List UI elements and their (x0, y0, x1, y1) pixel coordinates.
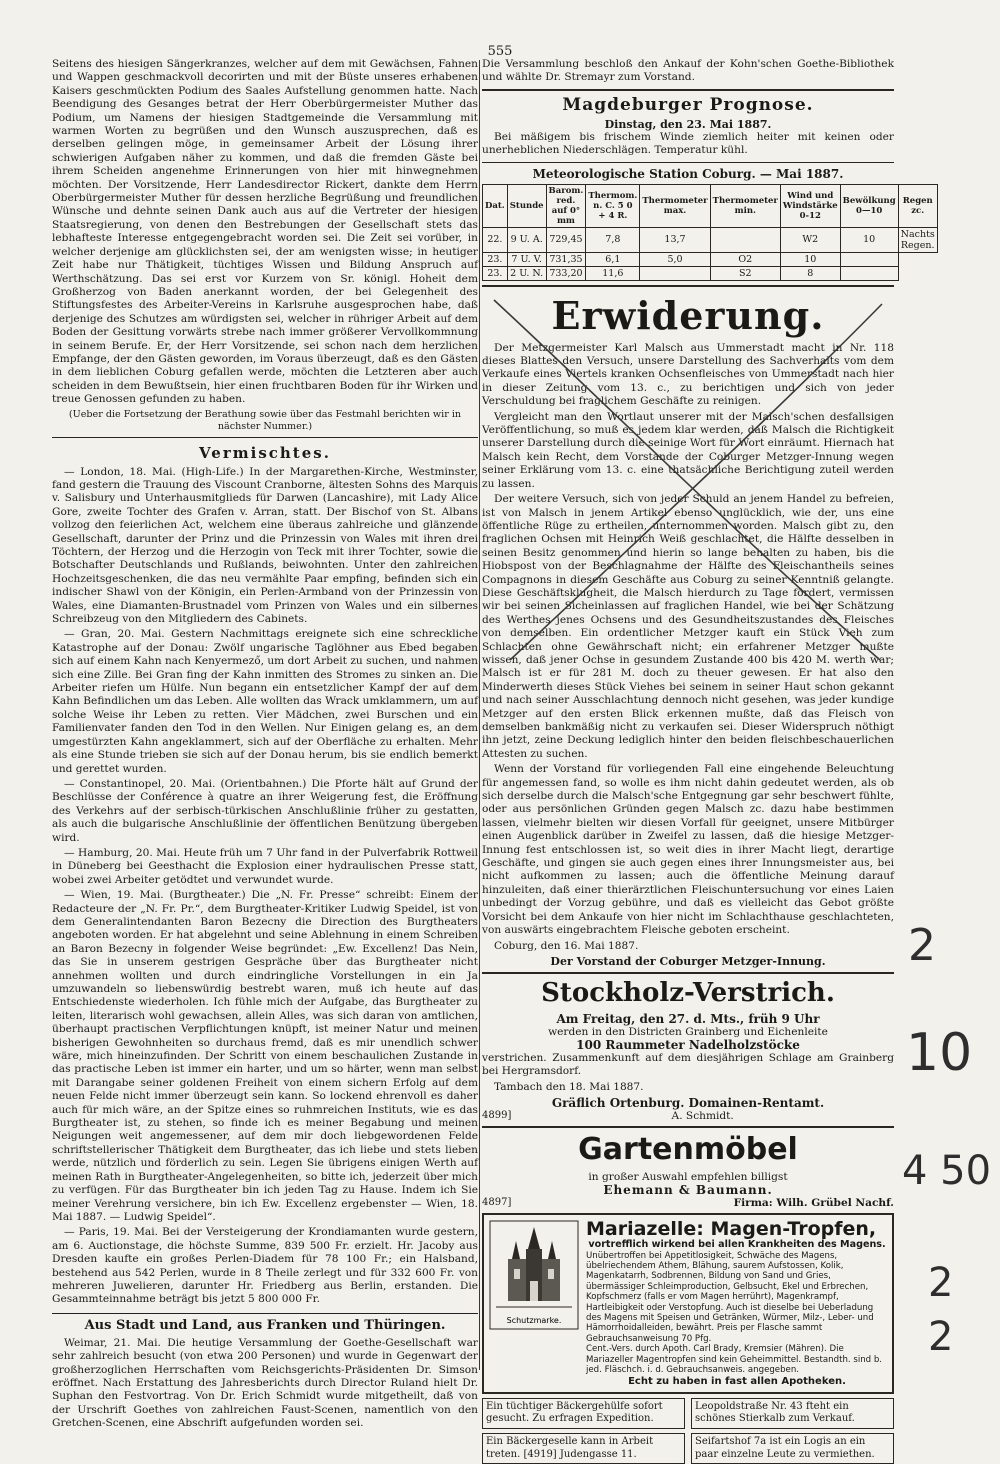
gartenmoebel-line1: in großer Auswahl empfehlen billigst (588, 1171, 788, 1184)
handwritten-mark: 2 (928, 1314, 954, 1360)
gartenmoebel-footer (482, 1197, 894, 1209)
erwiderung-p1: Der Metzgermeister Karl Malsch aus Ummerstadt macht in Nr. 118 dieses Blattes den Versuch, unsere Darstellung des Sachverhalts vom dem Verkaufe eines Viertels kranken Ochsenfleisches von Ummerstadt nach hier in dieser Zeitung vom 13. c., zu berichtigen und sich von jeder Verschuldung bei fraglichem Geschäfte zu reinigen. (482, 341, 894, 408)
weather-table-cell (640, 266, 710, 280)
divider (482, 1126, 894, 1128)
weather-table-cell: Nachts Regen. (898, 227, 937, 252)
weather-table-cell: 729,45 (546, 227, 586, 252)
weather-table-cell: 10 (780, 252, 840, 266)
stockholz-signature: Gräflich Ortenburg. Domainen-Rentamt. (551, 1096, 825, 1111)
weather-table-cell: 5,0 (640, 252, 710, 266)
small-ads-row-1 (482, 1398, 894, 1429)
weather-table-cell: 7,8 (586, 227, 640, 252)
stockholz-name: A. Schmidt. (671, 1110, 734, 1123)
news-london: — London, 18. Mai. (High-Life.) In der Margarethen-Kirche, Westminster, fand gestern die Trauung des Viscount Cranborne, ältesten Sohns des Marquis v. Salisbury und Unterhausmitglieds für Darwen (Lancashire), mit Lady Alice Gore, zweite Tochter des Grafen v. Arran, statt. Der Bischof von St. Albans vollzog den feierlichen Act, welchem eine überaus zahlreiche und glänzende Gesellschaft, darunter der Prinz und die Prinzessin von Wales mit ihren drei Töchtern, der Herzog und die Herzogin von Teck mit ihrer Tochter, sowie die Botschafter Deutschlands und Rußlands, beiwohnten. Unter den zahlreichen Hochzeitsgeschenken, die das neu vermählte Paar empfing, befinden sich ein indischer Shawl von der Königin, ein Perlen-Armband von der Prinzessin von Wales, eine Diamanten-Brustnadel vom Prinzen von Wales und ein silbernes Schreibzeug von den Mitgliedern des Cabinets. (52, 465, 478, 626)
ad-logis: Seifartshof 7a ist ein Logis an ein paar einzelne Leute zu vermiethen. (691, 1433, 894, 1464)
weather-table-cell: O2 (710, 252, 780, 266)
weather-table-cell: 2 U. N. (507, 266, 546, 280)
section-heading-aus-stadt: Aus Stadt und Land, aus Franken und Thüringen. (52, 1313, 478, 1333)
prognose-date: Dinstag, den 23. Mai 1887. (604, 117, 772, 131)
stockholz-line2: 100 Raummeter Nadelholzstöcke (576, 1037, 800, 1052)
erwiderung-title: Erwiderung. (551, 292, 825, 338)
weimar-conclusion: Die Versammlung beschloß den Ankauf der Kohn'schen Goethe-Bibliothek und wählte Dr. Stremayr zum Vorstand. (482, 58, 894, 84)
weather-table-header-cell: Dat. (483, 184, 508, 227)
handwritten-mark: 10 (906, 1023, 973, 1083)
weather-table-cell: 22. (483, 227, 508, 252)
article-continuation: Seitens des hiesigen Sängerkranzes, welcher auf dem mit Gewächsen, Fahnen und Wappen geschmackvoll decorirten und mit der Büste unseres erhabenen Kaisers geschmückten Podium des Saales Aufstellung genommen hatte. Nach Beendigung des Gesanges betrat der Herr Oberbürgermeister Muther das Podium, um Namens der hiesigen Stadtgemeinde die Versammlung mit warmen Worten zu begrüßen und den Wunsch auszusprechen, daß es derselben gelingen möge, in gemeinsamer Arbeit der Lösung ihrer schwierigen Aufgaben näher zu kommen, und daß die fremden Gäste bei ihrem Scheiden angenehme Erinnerungen von hier mit hinwegnehmen möchten. Der Vorsitzende, Herr Landesdirector Rickert, dankte dem Herrn Oberbürgermeister Muther für dessen herzliche Begrüßung und freundlichen Wünsche und dehnte seinen Dank auch aus auf die Vertreter der hiesigen Staatsregierung, von denen den Bestrebungen der Gesellschaft stets das lebhafteste Interesse entgegengebracht worden sei. Die Zeit sei vorüber, in welcher derjenige am glücklichsten sei, der am wenigsten wisse; in heutiger Zeit habe nur Thätigkeit, tüchtiges Wissen und Bildung Anspruch auf Werthschätzung. Das sei erst vor Kurzem von Sr. königl. Hoheit dem Großherzog von Baden anerkannt worden, der bei Gelegenheit des Stiftungsfestes des Arbeiter-Vereins in Karlsruhe ausgesprochen habe, daß derjenige des Schutzes am würdigsten sei, welcher in rühriger Arbeit auf dem Boden der Gesittung vorwärts strebe nach immer größerer Vervollkommnung in seinem Berufe. Er, der Herr Vorsitzende, sei schon nach dem herzlichen Empfange, der den Gästen geworden, im Voraus überzeugt, daß es den Gästen in dem lieblichen Coburg gefallen werde, möchten die Letzteren aber auch scheiden in dem Bewußtsein, hier einen fruchtbaren Boden für ihr Wirken und treue Genossen gefunden zu haben. (52, 58, 478, 406)
weather-table-header-cell: Bewölkung 0—10 (840, 184, 898, 227)
stockholz-line3: verstrichen. Zusammenkunft auf dem diesjährigen Schlage am Grainberg bei Hergramsdorf. (482, 1051, 894, 1078)
weather-table-row (483, 227, 938, 252)
continuation-note: (Ueber die Fortsetzung der Berathung sowie über das Festmahl berichten wir in nächster Nummer.) (68, 408, 462, 432)
weather-table-cell (840, 252, 898, 266)
erwiderung-signature: Der Vorstand der Coburger Metzger-Innung. (550, 954, 826, 968)
weather-table-cell: 8 (780, 266, 840, 280)
news-paris: — Paris, 19. Mai. Bei der Versteigerung der Krondiamanten wurde gestern, am 6. Auctionstage, die höchste Summe, 839 500 Fr. erzielt. Hr. Jacoby aus Dresden kaufte ein großes Perlen-Diadem für 78 100 Fr.; ein Halsband, bestehend aus 542 Perlen, wurde in 8 Theile zerlegt und für 332 600 Fr. von mehreren Juwelieren, darunter Hr. Friedberg aus Berlin, erstanden. Die Gesammteinnahme beträgt bis jetzt 5 800 000 Fr. (52, 1226, 478, 1306)
weather-table-cell: W2 (780, 227, 840, 252)
weather-table-header (483, 184, 938, 227)
ad-number: 4899] (482, 1110, 512, 1122)
weather-table-cell: 731,35 (546, 252, 586, 266)
weather-table-header-cell: Thermometer min. (710, 184, 780, 227)
weather-table-cell: 6,1 (586, 252, 640, 266)
prognose-title: Magdeburger Prognose. (562, 94, 814, 115)
weather-table-cell: 10 (840, 227, 898, 252)
prognose-text: Bei mäßigem bis frischem Winde ziemlich heiter mit keinen oder unerheblichen Niederschlägen. Temperatur kühl. (482, 130, 894, 157)
weather-table-cell: 733,20 (546, 266, 586, 280)
divider (482, 89, 894, 91)
weather-table-row (483, 266, 938, 280)
weather-table-header-cell: Barom. red. auf 0° mm (546, 184, 586, 227)
weather-table-cell: 9 U. A. (507, 227, 546, 252)
column-divider (479, 60, 480, 1370)
mariazelle-description: Unübertroffen bei Appetitlosigkeit, Schwäche des Magens, übelriechendem Athem, Blähung, saurem Aufstossen, Kolik, Magenkatarrh, Sodbrennen, Bildung von Sand und Gries, übermässiger Schleimproduction, Gelbsucht, Ekel und Erbrechen, Kopfschmerz (falls er vom Magen herrührt), Magenkrampf, Hartleibigkeit oder Verstopfung. Auch ist dieselbe bei Ueberladung des Magens mit Speisen und Getränken, Würmer, Milz-, Leber- und Hämorrhoidalleiden, bewährt. Preis per Flasche sammt Gebrauchsanweisung 70 Pfg. (586, 1250, 874, 1344)
weather-table-cell (710, 227, 780, 252)
schutzmarke-label: Schutzmarke. (506, 1316, 562, 1326)
stockholz-place: Tambach den 18. Mai 1887. (494, 1080, 644, 1093)
gartenmoebel-firm: Ehemann & Baumann. (603, 1183, 773, 1198)
weather-table-header-cell: Wind und Windstärke 0-12 (780, 184, 840, 227)
ad-baeckergehuelfe: Ein tüchtiger Bäckergehülfe sofort gesucht. Zu erfragen Expedition. (482, 1398, 685, 1429)
weather-table-header-cell: Thermometer max. (640, 184, 710, 227)
weather-table-cell: 23. (483, 252, 508, 266)
erwiderung-p2: Vergleicht man den Wortlaut unserer mit der Malsch'schen desfallsigen Veröffentlichung, so muß es jedem klar werden, daß Malsch die Richtigkeit unserer Darstellung durch die seinige Wort für Wort einräumt. Hiernach hat Malsch kein Recht, dem Vorstande der Coburger Metzger-Innung wegen seiner Erklärung vom 13. c. eine thatsächliche Berichtigung zuteil werden zu lassen. (482, 410, 894, 490)
erwiderung-p4: Wenn der Vorstand für vorliegenden Fall eine eingehende Beleuchtung für angemessen fand, so wolle es ihm nicht dahin gedeutet werden, als ob sich derselbe durch die Malsch'sche Entgegnung gar sehr beschwert fühlte, oder aus persönlichen Gründen gegen Malsch zc. dazu habe bestimmen lassen, vielmehr bielten wir diesen Vorfall für geeignet, unsere Mitbürger einen Augenblick darüber in Zweifel zu lassen, daß die hiesige Metzger-Innung fest entschlossen ist, so weit dies in ihrer Macht liegt, derartige Geschäfte, und gingen sie auch gegen eines ihrer Innungsmeister aus, bei nicht aufkommen zu lassen; auch die öffentliche Meinung darauf hinzuleiten, daß einer thierärztlichen Fleischuntersuchung vor eines Laien unbedingt der Vorzug gebühre, und daß es vielleicht das Gebot größte Vorsicht bei dem Ankaufe von hier nicht im Schlachthause geschlachteten, von auswärts eingebrachtem Fleische geboten erscheint. (482, 763, 894, 937)
weather-table-header-cell: Thermom. n. C. 5 0 + 4 R. (586, 184, 640, 227)
divider (482, 285, 894, 287)
mariazelle-title: Mariazelle: Magen-Tropfen, (586, 1218, 877, 1241)
news-wien: — Wien, 19. Mai. (Burgtheater.) Die „N. Fr. Presse“ schreibt: Einem der Redacteure der „N. Fr. Pr.“, dem Burgtheater-Kritiker Ludwig Speidel, ist von dem Generalintendanten Baron Bezecny die Direction des Burgtheaters angeboten worden. Er hat abgelehnt und seine Ablehnung in einem Schreiben an Baron Bezecny in folgender Weise begründet: „Ew. Excellenz! Das Nein, das Sie in unserem gestrigen Gespräche über das Burgtheater nicht annehmen wollten und durch eindringliche Vorstellungen in ein Ja umzuwandeln so liebenswürdig bestrebt waren, muß ich heute auf das Entschiedenste wiederholen. Ich fühle mich der Aufgabe, das Burgtheater zu leiten, literarisch wohl gewachsen, allein Alles, was sich daran von amtlichen, überhaupt practischen Verpflichtungen knüpft, ist meiner Natur und meinen bisherigen Gewohnheiten so durchaus fremd, daß es mir unendlich schwer wäre, mich hineinzufinden. Der Schritt von einem beschaulichen Zustande in das practische Leben ist immer ein harter, und um so härter, wenn man selbst mit Darangabe seiner goldenen Freiheit von einem sichern Erfolg auf dem neuen Felde nicht immer überzeugt sein kann. So lockend ehrenvoll es daher auch für mich wäre, an der Spitze eines so ruhmreichen Instituts, wie es das Burgtheater ist, zu stehen, so finde ich es meiner Begabung und meinen Neigungen weit angemessener, auf dem mir doch liebgewordenen Felde schriftstellerischer Thätigkeit dem Burgtheater, das ich liebe und stets lieben werde, nützlich und förderlich zu sein. Legen Sie übrigens einigen Werth auf meinen Rath in Burgtheater-Angelegenheiten, so bitte ich, jederzeit über mich zu verfügen. Für das Burgtheater bin ich jeden Tag zu Hause. Indem ich Sie meiner Verehrung versichere, bin ich Ew. Excellenz ergebenster — Wien, 18. Mai 1887. — Ludwig Speidel“. (52, 889, 478, 1223)
page-number: 555 (487, 44, 513, 59)
news-hamburg: — Hamburg, 20. Mai. Heute früh um 7 Uhr fand in der Pulverfabrik Rottweil in Düneberg bei Geesthacht die Explosion einer hydraulischen Presse statt, wobei zwei Arbeiter getödtet und verwundet wurde. (52, 846, 478, 886)
handwritten-mark: 2 (908, 920, 936, 971)
weather-table-cell: S2 (710, 266, 780, 280)
small-ads-row-2 (482, 1433, 894, 1464)
mariazelle-footer: Echt zu haben in fast allen Apotheken. (628, 1376, 846, 1388)
stockholz-footer (482, 1110, 894, 1122)
gartenmoebel-title: Gartenmöbel (578, 1132, 798, 1168)
stockholz-date: Am Freitag, den 27. d. Mts., früh 9 Uhr (556, 1011, 820, 1026)
erwiderung-p3: Der weitere Versuch, sich von jeder Schuld an jenem Handel zu befreien, ist von Malsch in jenem Artikel ebenso unglücklich, wie der, uns eine öffentliche Rüge zu ertheilen, unternommen worden. Malsch gibt zu, den fraglichen Ochsen mit Heinrich Weiß geschlachtet, die Hälfte desselben in seinen Besitz genommen und hierin so lange behalten zu haben, bis die Hiobspost von der Beschlagnahme der Hälfte des Fleischantheils seines Compagnons in diesem Geschäfte aus Coburg zu seiner Kenntniß gelangte. Diese Geschäftsklugheit, die Malsch hierdurch zu Tage fördert, vermissen wir bei seinen Sicheinlassen auf fraglichen Handel, wie bei der Schätzung des Werthes jenes Ochsens und des Gesundheitszustandes des Fleisches von demselben. Ein ordentlicher Metzger kauft ein Stück Vieh zum Schlachten ohne Gewährschaft nicht; ein erfahrener Metzger mußte wissen, daß jener Ochse in gesundem Zustande 400 bis 420 M. werth war; Malsch ist er für 281 M. doch zu theuer gewesen. Er hat also den Minderwerth dieses Stück Viehes bei seinem in seiner Haut schon gekannt und nach seiner Ausschlachtung dennoch nicht gesehen, was jeder kundige Metzger auf den ersten Blick erkennen mußte, daß das Fleisch von demselben bankmäßig nicht zu verkaufen sei. Dieser Widerspruch nöthigt ihn jetzt, zeine Deckung lediglich hinter den beiden fleischbeschauerlichen Attesten zu suchen. (482, 493, 894, 760)
divider (482, 972, 894, 974)
news-weimar: Weimar, 21. Mai. Die heutige Versammlung der Goethe-Gesellschaft war sehr zahlreich besucht (von etwa 200 Personen) und wurde in Gegenwart der großherzoglichen Herrschaften vom Reichsgerichts-Präsidenten Dr. Simson eröffnet. Nach Erstattung des Jahresberichts durch Director Ruland hielt Dr. Suphan den Festvortrag. Von Dr. Erich Schmidt wurde mitgetheilt, daß von der Urschrift Goethes von zahlreichen Faust-Scenen, namentlich von den Gretchen-Scenen, eine Abschrift aufgefunden worden sei. (52, 1336, 478, 1430)
mariazelle-subtitle: vortrefflich wirkend bei allen Krankheiten des Magens. (588, 1239, 886, 1251)
church-illustration-icon (488, 1219, 580, 1331)
stockholz-title: Stockholz-Verstrich. (541, 977, 835, 1008)
handwritten-margin-marks (888, 900, 1000, 1360)
ad-stierkalb: Leopoldstraße Nr. 43 fteht ein schönes Stierkalb zum Verkauf. (691, 1398, 894, 1429)
divider (482, 162, 894, 163)
weather-table-cell: 7 U. V. (507, 252, 546, 266)
gartenmoebel-sub: Firma: Wilh. Grübel Nachf. (733, 1197, 894, 1210)
weather-table-header-cell: Stunde (507, 184, 546, 227)
left-column (52, 58, 478, 1430)
station-title: Meteorologische Station Coburg. — Mai 1887. (532, 166, 844, 181)
mariazelle-ad (482, 1213, 894, 1394)
divider (52, 437, 478, 438)
weather-table-cell: 23. (483, 266, 508, 280)
weather-table (482, 184, 938, 281)
handwritten-mark: 2 (928, 1260, 954, 1306)
weather-table-cell: 11,6 (586, 266, 640, 280)
stockholz-line1: werden in den Districten Grainberg und Eichenleite (548, 1025, 828, 1038)
ad-number: 4897] (482, 1197, 512, 1209)
weather-table-cell (840, 266, 898, 280)
weather-table-cell: 13,7 (640, 227, 710, 252)
mariazelle-depot: Cent.-Vers. durch Apoth. Carl Brady, Kremsier (Mähren). Die Mariazeller Magentropfen sind kein Geheimmittel. Bestandth. sind b. jed. Fläschch. i. d. Gebrauchsanweis. angegeben. (586, 1344, 883, 1375)
mariazelle-text-block (586, 1219, 888, 1388)
right-column (482, 58, 935, 1460)
weather-table-header-cell: Regen zc. (898, 184, 937, 227)
ad-baeckergeselle: Ein Bäckergeselle kann in Arbeit treten. [4919] Judengasse 11. (482, 1433, 685, 1464)
erwiderung-date: Coburg, den 16. Mai 1887. (494, 939, 639, 952)
news-constantinopel: — Constantinopel, 20. Mai. (Orientbahnen.) Die Pforte hält auf Grund der Beschlüsse der Conférence à quatre an ihrer Weigerung fest, die Eröffnung des Verkehrs auf der serbisch-türkischen Anschlußlinie früher zu gestatten, als auch die bulgarische Anschlußlinie der öffentlichen Benützung übergeben wird. (52, 777, 478, 844)
weather-table-row (483, 252, 938, 266)
handwritten-mark: 4 50 (902, 1148, 992, 1194)
news-gran: — Gran, 20. Mai. Gestern Nachmittags ereignete sich eine schreckliche Katastrophe auf der Donau: Zwölf ungarische Taglöhner aus Ebed begaben sich auf einem Kahn nach Kenyermező, um dort Arbeit zu suchen, und nahmen sich eine Zille. Bei Gran fing der Kahn inmitten des Stromes zu sinken an. Die Arbeiter riefen um Hülfe. Nun begann ein entsetzlicher Kampf der auf dem Kahn Befindlichen um das Leben. Alle wollten das Wrack umklammern, um auf solche Weise ihr Leben zu retten. Vier Mädchen, zwei Burschen und ein Familienvater fanden den Tod in den Wellen. Nur Einigen gelang es, an dem umgestürzten Kahn angeklammert, sich auf der Oberfläche zu erhalten. Mehr als eine Stunde trieben sie sich auf der Donau herum, bis sie endlich bemerkt und gerettet wurden. (52, 628, 478, 775)
section-heading-vermischtes: Vermischtes. (199, 443, 331, 462)
